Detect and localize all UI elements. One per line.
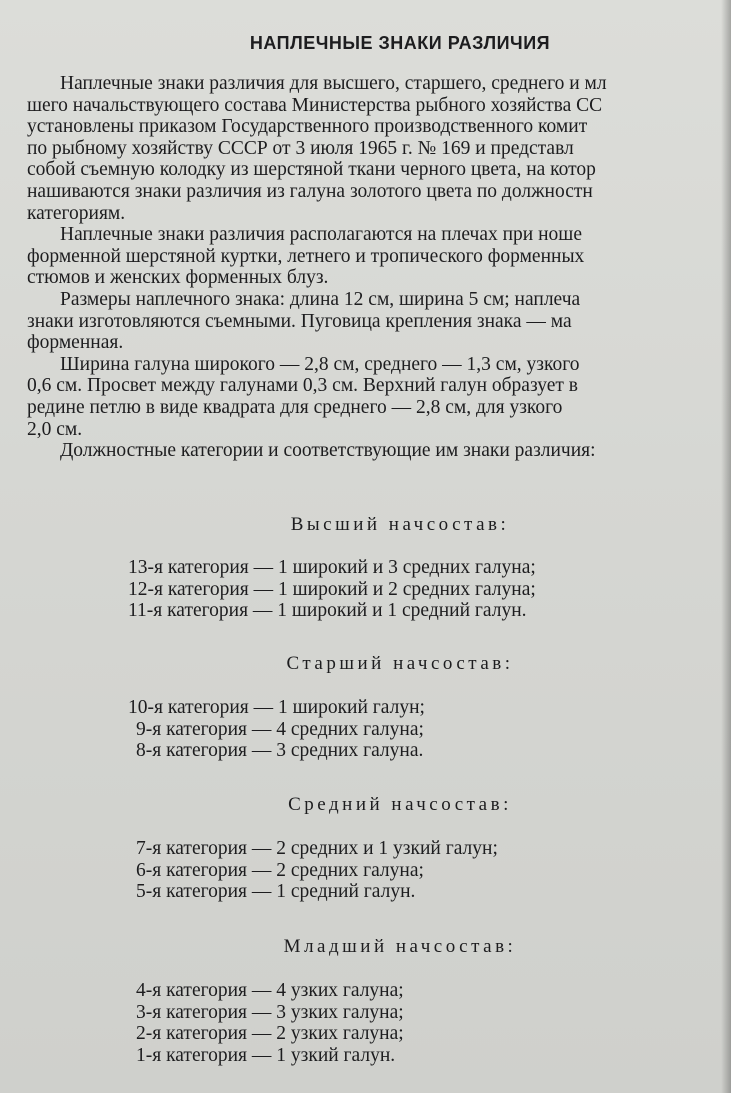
paragraph-4 [27,354,731,440]
category-list-senior [128,697,425,762]
category-item: 5-я категория — 1 средний галун. [136,881,416,903]
text-line: 0,6 см. Просвет между галунами 0,3 см. Верхний галун образует в [27,375,578,397]
text-line: нашиваются знаки различия из галуна золотого цвета по должностн [27,180,593,202]
category-item: 11-я категория — 1 широкий и 1 средний галун. [128,600,527,622]
text-line: Ширина галуна широкого — 2,8 см, среднего — 1,3 см, узкого [60,353,580,375]
category-item: 4-я категория — 4 узких галуна; [136,980,404,1001]
category-item: 12-я категория — 1 широкий и 2 средних галуна; [128,578,536,600]
intro-text [27,73,731,462]
category-item: 6-я категория — 2 средних галуна; [136,859,424,881]
section-heading-middle: Средний начсостав: [288,794,512,815]
paragraph-5 [27,440,731,462]
document-title: НАПЛЕЧНЫЕ ЗНАКИ РАЗЛИЧИЯ [249,33,551,53]
category-list-senior-top [128,557,536,622]
text-line: шего начальствующего состава Министерства рыбного хозяйства СС [27,94,603,116]
category-item: 1-я категория — 1 узкий галун. [136,1044,396,1066]
text-line: знаки изготовляются съемными. Пуговица крепления знака — ма [27,310,572,332]
text-line: стюмов и женских форменных блуз. [27,267,329,289]
text-line: редине петлю в виде квадрата для среднего — 2,8 см, для узкого [27,396,563,418]
text-line: категориям. [27,202,126,224]
text-line: по рыбному хозяйству СССР от 3 июля 1965 г. № 169 и представл [27,137,574,159]
paragraph-1 [27,73,731,224]
text-line: Размеры наплечного знака: длина 12 см, ширина 5 см; наплеча [60,288,581,310]
text-line: собой съемную колодку из шерстяной ткани черного цвета, на котор [27,159,596,181]
category-item: 3-я категория — 3 узких галуна; [136,1001,404,1023]
category-item: 10-я категория — 1 широкий галун; [128,697,425,718]
paragraph-2 [27,224,731,289]
paragraph-3 [27,289,731,354]
category-item: 13-я категория — 1 широкий и 3 средних галуна; [128,557,536,578]
section-heading-senior: Старший начсостав: [286,653,514,674]
category-item: 8-я категория — 3 средних галуна. [136,740,424,762]
section-heading-junior: Младший начсостав: [283,936,517,957]
text-line: Наплечные знаки различия располагаются на плечах при ноше [60,224,582,246]
category-list-middle [136,838,498,903]
text-line: форменной шерстяной куртки, летнего и тропического форменных [27,245,585,267]
category-item: 9-я категория — 4 средних галуна; [136,718,424,740]
category-item: 7-я категория — 2 средних и 1 узкий галун; [136,838,498,859]
category-list-junior [136,980,404,1066]
text-line: установлены приказом Государственного производственного комит [27,116,588,138]
text-line: Должностные категории и соответствующие им знаки различия: [60,440,596,462]
category-item: 2-я категория — 2 узких галуна; [136,1023,404,1045]
text-line: 2,0 см. [27,418,83,440]
section-heading-senior-top: Высший начсостав: [290,514,510,535]
text-line: Наплечные знаки различия для высшего, старшего, среднего и мл [60,73,607,94]
text-line: форменная. [27,332,124,354]
